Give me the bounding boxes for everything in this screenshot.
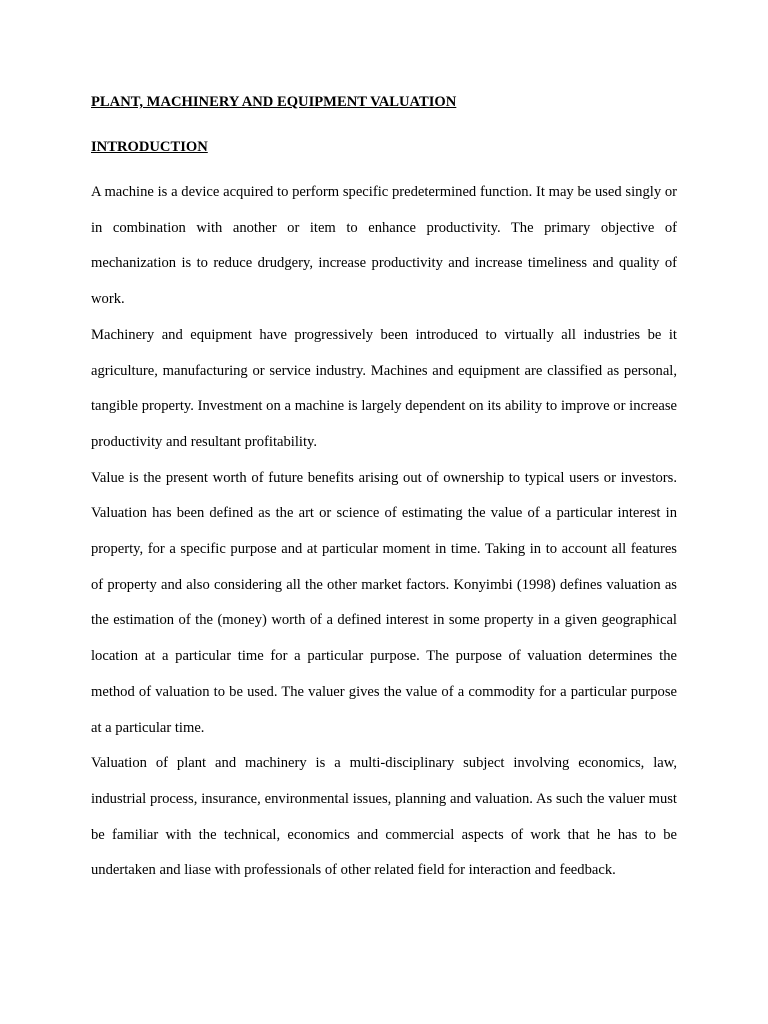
paragraph-3: Value is the present worth of future benefits arising out of ownership to typical users or investors. Valuation has been defined as the art or science of estimating the value of a particular interest in property, for a specific purpose and at particular moment in time. Taking in to account all features of property and also considering all the other market factors. Konyimbi (1998) defines valuation as the estimation of the (money) worth of a defined interest in some property in a given geographical location at a particular time for a particular purpose. The purpose of valuation determines the method of valuation to be used. The valuer gives the value of a commodity for a particular purpose at a particular time. [91, 469, 677, 736]
paragraph-2: Machinery and equipment have progressively been introduced to virtually all industries be it agriculture, manufacturing or service industry. Machines and equipment are classified as personal, tangible property. Investment on a machine is largely dependent on its ability to improve or increase productivity and resultant profitability. [91, 326, 677, 450]
document-page [91, 92, 677, 897]
paragraph-4: Valuation of plant and machinery is a multi-disciplinary subject involving economics, law, industrial process, insurance, environmental issues, planning and valuation. As such the valuer must be familiar with the technical, economics and commercial aspects of work that he has to be undertaken and liase with professionals of other related field for interaction and feedback. [91, 755, 677, 879]
document-title: PLANT, MACHINERY AND EQUIPMENT VALUATION [91, 94, 457, 110]
section-heading-introduction: INTRODUCTION [91, 139, 208, 155]
paragraph-1: A machine is a device acquired to perform specific predetermined function. It may be used singly or in combination with another or item to enhance productivity. The primary objective of mechanization is to reduce drudgery, increase productivity and increase timeliness and quality of work. [91, 184, 677, 308]
document-body [91, 183, 677, 897]
